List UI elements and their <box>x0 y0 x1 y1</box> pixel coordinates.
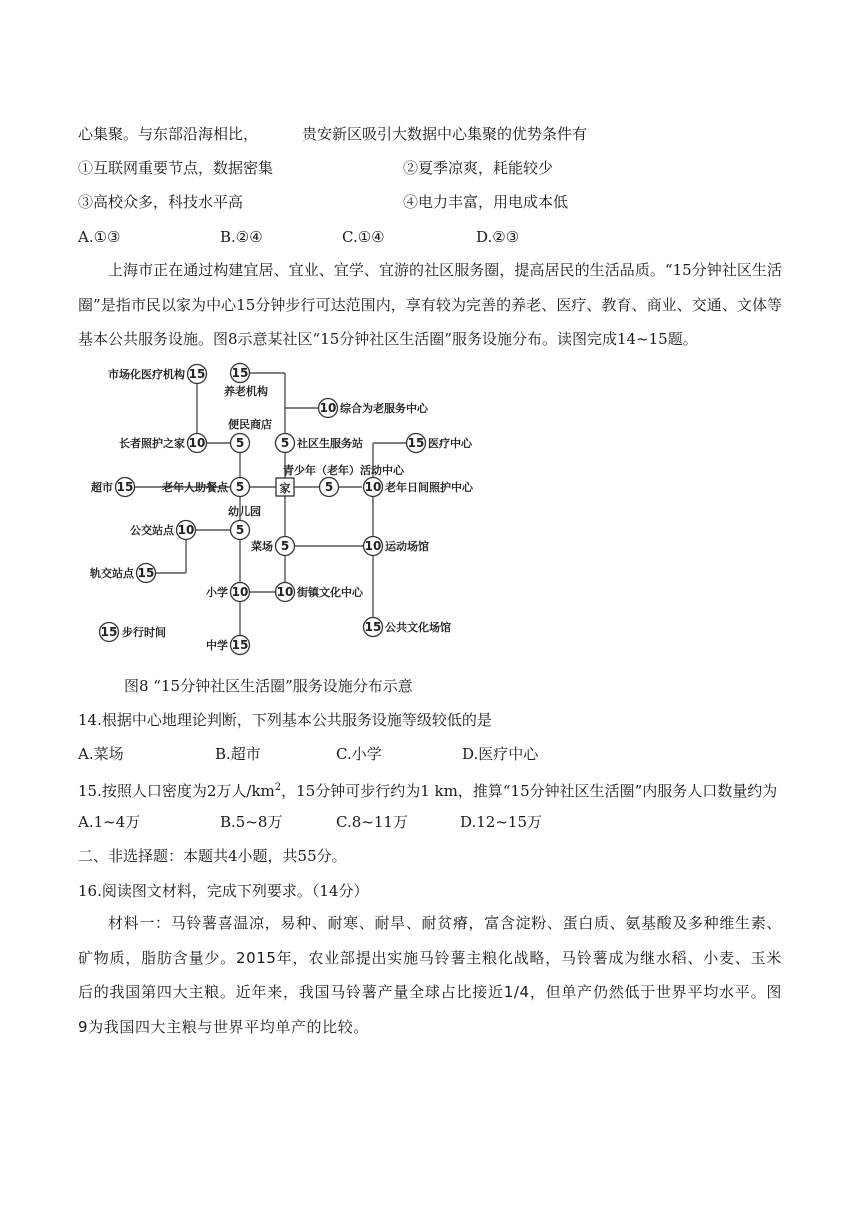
node-time-11: 5 <box>235 523 245 537</box>
node-time-0: 15 <box>188 367 206 381</box>
node-label-6: 医疗中心 <box>428 437 472 450</box>
q15-stem-part-b: ，15分钟可步行约为1 km，推算“15分钟社区生活圈”内服务人口数量约为 <box>281 782 778 800</box>
q16-material-1: 材料一：马铃薯喜温凉，易种、耐寒、耐旱、耐贫瘠，富含淀粉、蛋白质、氨基酸及多种维生素、矿物质，脂肪含量少。2015年，农业部提出实施马铃薯主粮化战略，马铃薯成为继水稻、小麦、玉米后的我国第四大主粮。近年来，我国马铃薯产量全球占比接近1/4，但单产仍然低于世界平均水平。图9为我国四大主粮与世界平均单产的比较。 <box>78 914 782 1036</box>
node-label-10: 超市 <box>91 481 113 494</box>
intro-paragraph: 上海市正在通过构建宜居、宜业、宜学、宜游的社区服务圈，提高居民的生活品质。“15分钟社区生活圈”是指市民以家为中心15分钟步行可达范围内，享有较为完善的养老、医疗、教育、商业、交通、文体等基本公共服务设施。图8示意某社区“15分钟社区生活圈”服务设施分布。读图完成14~15题。 <box>78 261 782 348</box>
node-time-17: 10 <box>276 585 294 599</box>
node-label-9: 老年人助餐点 <box>162 481 228 494</box>
q13-choice-b: B.②④ <box>220 228 263 246</box>
q13-option-1: ①互联网重要节点，数据密集 <box>78 159 274 177</box>
q15-stem <box>78 777 777 802</box>
node-label-19: 中学 <box>206 639 228 652</box>
node-label-7: 青少年（老年）活动中心 <box>283 464 404 477</box>
node-time-8: 10 <box>364 480 382 494</box>
node-time-2: 10 <box>319 401 337 415</box>
node-label-4: 长者照护之家 <box>119 437 185 450</box>
q13-stem-part-b: 贵安新区吸引大数据中心集聚的优势条件有 <box>302 125 588 143</box>
node-time-5: 5 <box>280 436 290 450</box>
q13-option-4: ④电力丰富，用电成本低 <box>403 193 569 211</box>
node-time-7: 5 <box>324 480 334 494</box>
q16-stem: 16.阅读图文材料，完成下列要求。（14分） <box>78 882 369 900</box>
q15-choice-c: C.8~11万 <box>336 813 408 831</box>
q13-option-3: ③高校众多，科技水平高 <box>78 193 244 211</box>
q13-choice-d: D.②③ <box>476 228 520 246</box>
node-time-12: 10 <box>177 523 195 537</box>
node-time-6: 15 <box>407 436 425 450</box>
q13-choice-c: C.①④ <box>342 228 385 246</box>
node-label-17: 街镇文化中心 <box>297 586 363 599</box>
node-label-14: 运动场馆 <box>385 540 429 553</box>
node-time-18: 15 <box>364 620 382 634</box>
node-label-5: 社区生服务站 <box>297 437 363 450</box>
q14-choice-c: C.小学 <box>336 745 382 763</box>
home-label: 家 <box>279 482 291 495</box>
diagram-nodes <box>89 364 474 655</box>
node-time-4: 10 <box>188 436 206 450</box>
node-time-19: 15 <box>231 638 249 652</box>
node-label-1: 养老机构 <box>224 385 268 398</box>
q15-superscript: 2 <box>274 782 282 793</box>
node-time-10: 15 <box>116 480 134 494</box>
node-label-3: 便民商店 <box>228 418 272 431</box>
q14-choice-a: A.菜场 <box>78 745 124 763</box>
node-label-11: 幼儿园 <box>228 505 261 518</box>
q14-stem: 14.根据中心地理论判断，下列基本公共服务设施等级较低的是 <box>78 711 492 729</box>
node-time-9: 5 <box>235 480 245 494</box>
diagram-legend <box>100 623 167 642</box>
q15-choice-d: D.12~15万 <box>460 813 543 831</box>
node-time-16: 10 <box>231 585 249 599</box>
node-label-15: 轨交站点 <box>90 567 134 580</box>
legend-time: 15 <box>100 625 118 639</box>
node-label-16: 小学 <box>206 586 228 599</box>
q15-choice-a: A.1~4万 <box>78 813 141 831</box>
q15-stem-part-a: 15.按照人口密度为2万人/km <box>78 782 275 800</box>
legend-label: 步行时间 <box>122 626 166 639</box>
node-label-2: 综合为老服务中心 <box>340 402 428 415</box>
node-time-15: 15 <box>137 566 155 580</box>
q15-choice-b: B.5~8万 <box>220 813 283 831</box>
node-label-12: 公交站点 <box>130 524 174 537</box>
q13-option-2: ②夏季凉爽，耗能较少 <box>403 159 554 177</box>
node-label-8: 老年日间照护中心 <box>385 481 473 494</box>
q13-choice-a: A.①③ <box>78 228 121 246</box>
node-label-18: 公共文化场馆 <box>385 621 451 634</box>
node-time-1: 15 <box>231 366 249 380</box>
section-2-heading: 二、非选择题：本题共4小题，共55分。 <box>78 847 347 865</box>
q13-stem-part-a: 心集聚。与东部沿海相比， <box>78 125 259 143</box>
figure-caption: 图8 “15分钟社区生活圈”服务设施分布示意 <box>124 677 413 695</box>
node-label-0: 市场化医疗机构 <box>108 368 185 381</box>
node-time-13: 5 <box>280 539 290 553</box>
node-time-3: 5 <box>235 436 245 450</box>
q14-choice-d: D.医疗中心 <box>462 745 539 763</box>
q14-choice-b: B.超市 <box>215 745 261 763</box>
node-label-13: 菜场 <box>251 540 273 553</box>
node-time-14: 10 <box>364 539 382 553</box>
